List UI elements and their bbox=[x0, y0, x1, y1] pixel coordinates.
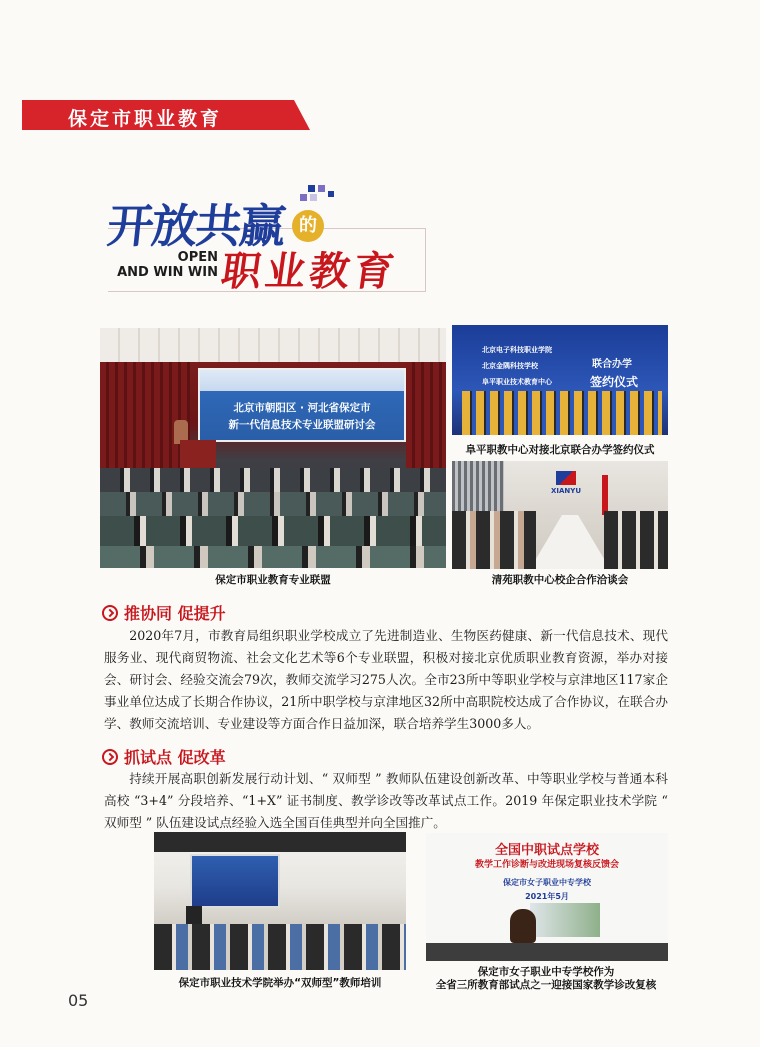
audience-row bbox=[100, 546, 446, 568]
ceiling bbox=[100, 328, 446, 362]
title-english bbox=[108, 250, 218, 280]
review-school: 保定市女子职业中专学校 bbox=[503, 878, 591, 887]
sign-title-1: 联合办学 bbox=[592, 359, 632, 370]
section-heading-1-text: 推协同 促提升 bbox=[124, 604, 226, 623]
caption-bottom-left: 保定市职业技术学院举办“双师型”教师培训 bbox=[178, 977, 382, 989]
podium bbox=[180, 440, 216, 468]
photo-teacher-training bbox=[154, 832, 406, 970]
caption-bottom-right-line1: 保定市女子职业中专学校作为 bbox=[477, 966, 615, 978]
caption-bottom-right bbox=[396, 966, 696, 992]
title-en-line1: OPEN bbox=[177, 250, 218, 265]
banner-label: 保定市职业教育 bbox=[68, 108, 223, 130]
section-heading-1 bbox=[102, 601, 226, 624]
caption-top-right: 阜平职教中心对接北京联合办学签约仪式 bbox=[465, 444, 655, 456]
curtain-right bbox=[406, 362, 446, 472]
conference-table bbox=[530, 515, 610, 569]
caption-mid-right: 清苑职教中心校企合作洽谈会 bbox=[491, 574, 629, 586]
section-body-1: 2020年7月，市教育局组织职业学校成立了先进制造业、生物医药健康、新一代信息技术、现代服务业、现代商贸物流、社会文化艺术等6个专业联盟，积极对接北京优质职业教育资源，举办对接会、研讨会、经验交流会79次，教师交流学习275人次。全市23所中等职业学校与京津地区117家企事业单位达成了长期合作协议，21所中职学校与京津地区32所中高职院校达成了合作协议，在联合办学、教师交流培训、专业建设等方面合作日益加深，联合培养学生3000多人。 bbox=[104, 628, 668, 731]
logo-icon bbox=[556, 471, 576, 485]
company-logo bbox=[546, 471, 586, 503]
title-main: 开放共赢 bbox=[104, 199, 287, 253]
stage-lights bbox=[154, 832, 406, 852]
photo-cooperation-meeting bbox=[452, 461, 668, 569]
trainees bbox=[154, 924, 406, 970]
training-screen bbox=[190, 854, 280, 908]
photo-review-meeting bbox=[426, 833, 668, 961]
review-date: 2021年5月 bbox=[525, 892, 569, 901]
sign-title-2: 签约仪式 bbox=[590, 375, 639, 389]
presentation-screen bbox=[198, 368, 406, 442]
pixel-decoration-icon bbox=[300, 185, 340, 207]
school-name-2: 北京金隅科技学校 bbox=[482, 362, 538, 370]
title-en-line2: AND WIN WIN bbox=[117, 265, 218, 280]
photo-alliance-meeting bbox=[100, 328, 446, 568]
curtain-left bbox=[100, 362, 190, 472]
slide-image bbox=[530, 903, 600, 937]
screen-line-2: 新一代信息技术专业联盟研讨会 bbox=[228, 419, 376, 431]
flag bbox=[602, 475, 608, 515]
school-name-1: 北京电子科技职业学院 bbox=[482, 346, 552, 354]
group-of-people bbox=[462, 391, 662, 435]
photo-signing-ceremony bbox=[452, 325, 668, 435]
school-name-3: 阜平职业技术教育中心 bbox=[482, 378, 552, 386]
title-connector: 的 bbox=[292, 210, 324, 242]
screen-line-1: 北京市朝阳区 · 河北省保定市 bbox=[233, 402, 371, 414]
arrow-circle-icon bbox=[102, 605, 118, 621]
review-title: 全国中职试点学校 bbox=[494, 843, 599, 858]
section-heading-2-text: 抓试点 促改革 bbox=[124, 748, 226, 767]
title-subtitle: 职业教育 bbox=[218, 248, 401, 295]
arrow-circle-icon bbox=[102, 749, 118, 765]
audience-row bbox=[100, 516, 446, 546]
desk bbox=[426, 943, 668, 961]
logo-text: XIANYU bbox=[550, 487, 582, 495]
participants-right bbox=[604, 511, 668, 569]
caption-main-photo: 保定市职业教育专业联盟 bbox=[215, 574, 331, 586]
speaker bbox=[510, 909, 536, 943]
review-subtitle: 教学工作诊断与改进现场复核反馈会 bbox=[474, 860, 619, 870]
audience-row bbox=[100, 468, 446, 492]
section-heading-2 bbox=[102, 745, 226, 768]
audience-row bbox=[100, 492, 446, 516]
participants-left bbox=[452, 511, 536, 569]
section-banner bbox=[22, 100, 310, 130]
caption-bottom-right-line2: 全省三所教育部试点之一迎接国家教学诊改复核 bbox=[435, 979, 657, 991]
section-body-2: 持续开展高职创新发展行动计划、“ 双师型 ” 教师队伍建设创新改革、中等职业学校与普通本科高校 “3+4” 分段培养、“1+X” 证书制度、教学诊改等改革试点工作。2019 年保定职业技术学院 “ 双师型 ” 队伍建设试点经验入选全国百佳典型并向全国推广。 bbox=[104, 771, 668, 830]
page-number: 05 bbox=[68, 991, 89, 1010]
